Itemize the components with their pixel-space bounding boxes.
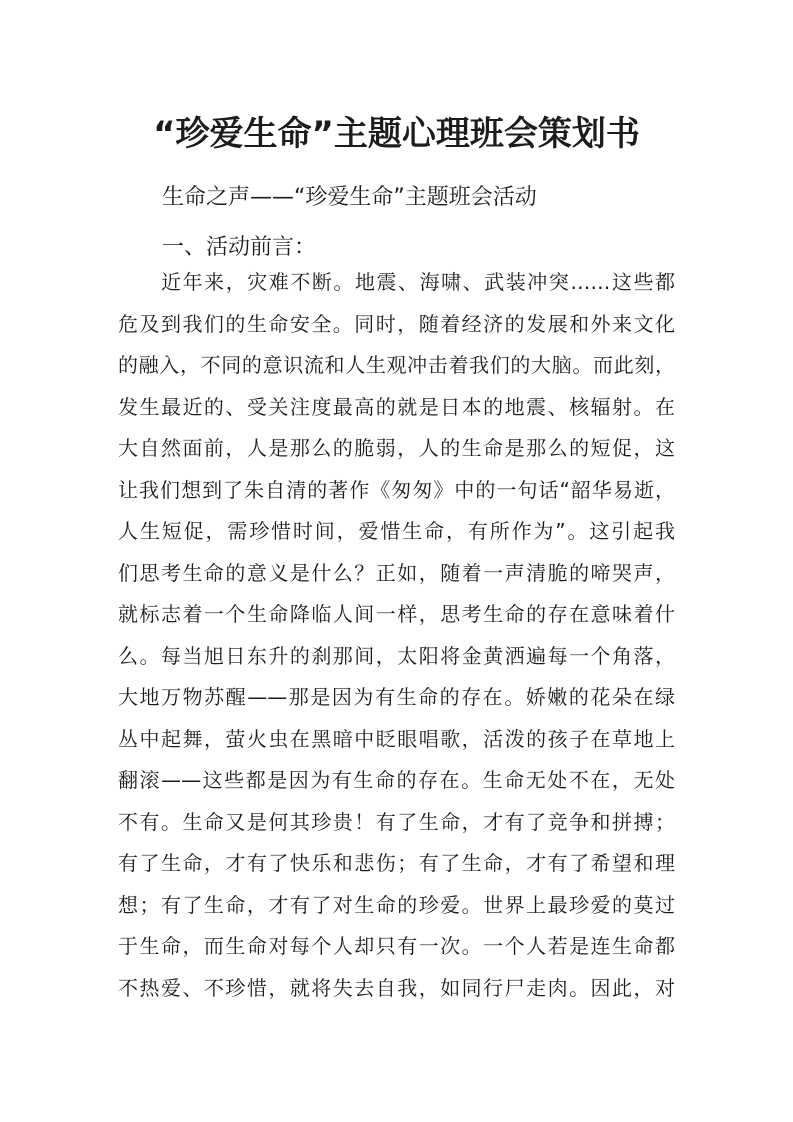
document-title: “珍爱生命”主题心理班会策划书	[153, 114, 640, 154]
body-line: 想；有了生命，才有了对生命的珍爱。世界上最珍爱的莫过	[118, 892, 675, 917]
body-line: 就标志着一个生命降临人间一样，思考生命的存在意味着什	[118, 602, 675, 626]
body-line: 不有。生命又是何其珍贵！有了生命，才有了竞争和拼搏；	[118, 809, 675, 834]
body-line: 于生命，而生命对每个人却只有一次。一个人若是连生命都	[118, 934, 675, 958]
body-line: 危及到我们的生命安全。同时，随着经济的发展和外来文化	[118, 311, 675, 336]
section-heading: 一、活动前言：	[162, 235, 317, 260]
body-line: 近年来，灾难不断。地震、海啸、武装冲突……这些都	[118, 270, 675, 294]
body-line: 人生短促，需珍惜时间，爱惜生命，有所作为”。这引起我	[118, 519, 675, 543]
body-line: 们思考生命的意义是什么？正如，随着一声清脆的啼哭声，	[118, 560, 675, 585]
body-line: 不热爱、不珍惜，就将失去自我，如同行尸走肉。因此，对	[118, 975, 675, 1000]
body-line: 的融入，不同的意识流和人生观冲击着我们的大脑。而此刻，	[118, 353, 675, 377]
body-line: 让我们想到了朱自清的著作《匆匆》中的一句话“韶华易逝，	[118, 477, 675, 502]
body-line: 大自然面前，人是那么的脆弱，人的生命是那么的短促，这	[118, 436, 675, 460]
body-line: 发生最近的、受关注度最高的就是日本的地震、核辐射。在	[118, 394, 675, 419]
document-subtitle: 生命之声——“珍爱生命”主题班会活动	[162, 185, 537, 210]
body-line: 丛中起舞，萤火虫在黑暗中眨眼唱歌，活泼的孩子在草地上	[118, 726, 675, 751]
body-line: 大地万物苏醒——那是因为有生命的存在。娇嫩的花朵在绿	[118, 685, 675, 709]
body-paragraph	[118, 262, 675, 1009]
body-line: 有了生命，才有了快乐和悲伤；有了生命，才有了希望和理	[118, 851, 675, 875]
body-line: 么。每当旭日东升的刹那间，太阳将金黄洒遍每一个角落，	[118, 643, 675, 668]
body-line: 翻滚——这些都是因为有生命的存在。生命无处不在，无处	[118, 768, 675, 792]
